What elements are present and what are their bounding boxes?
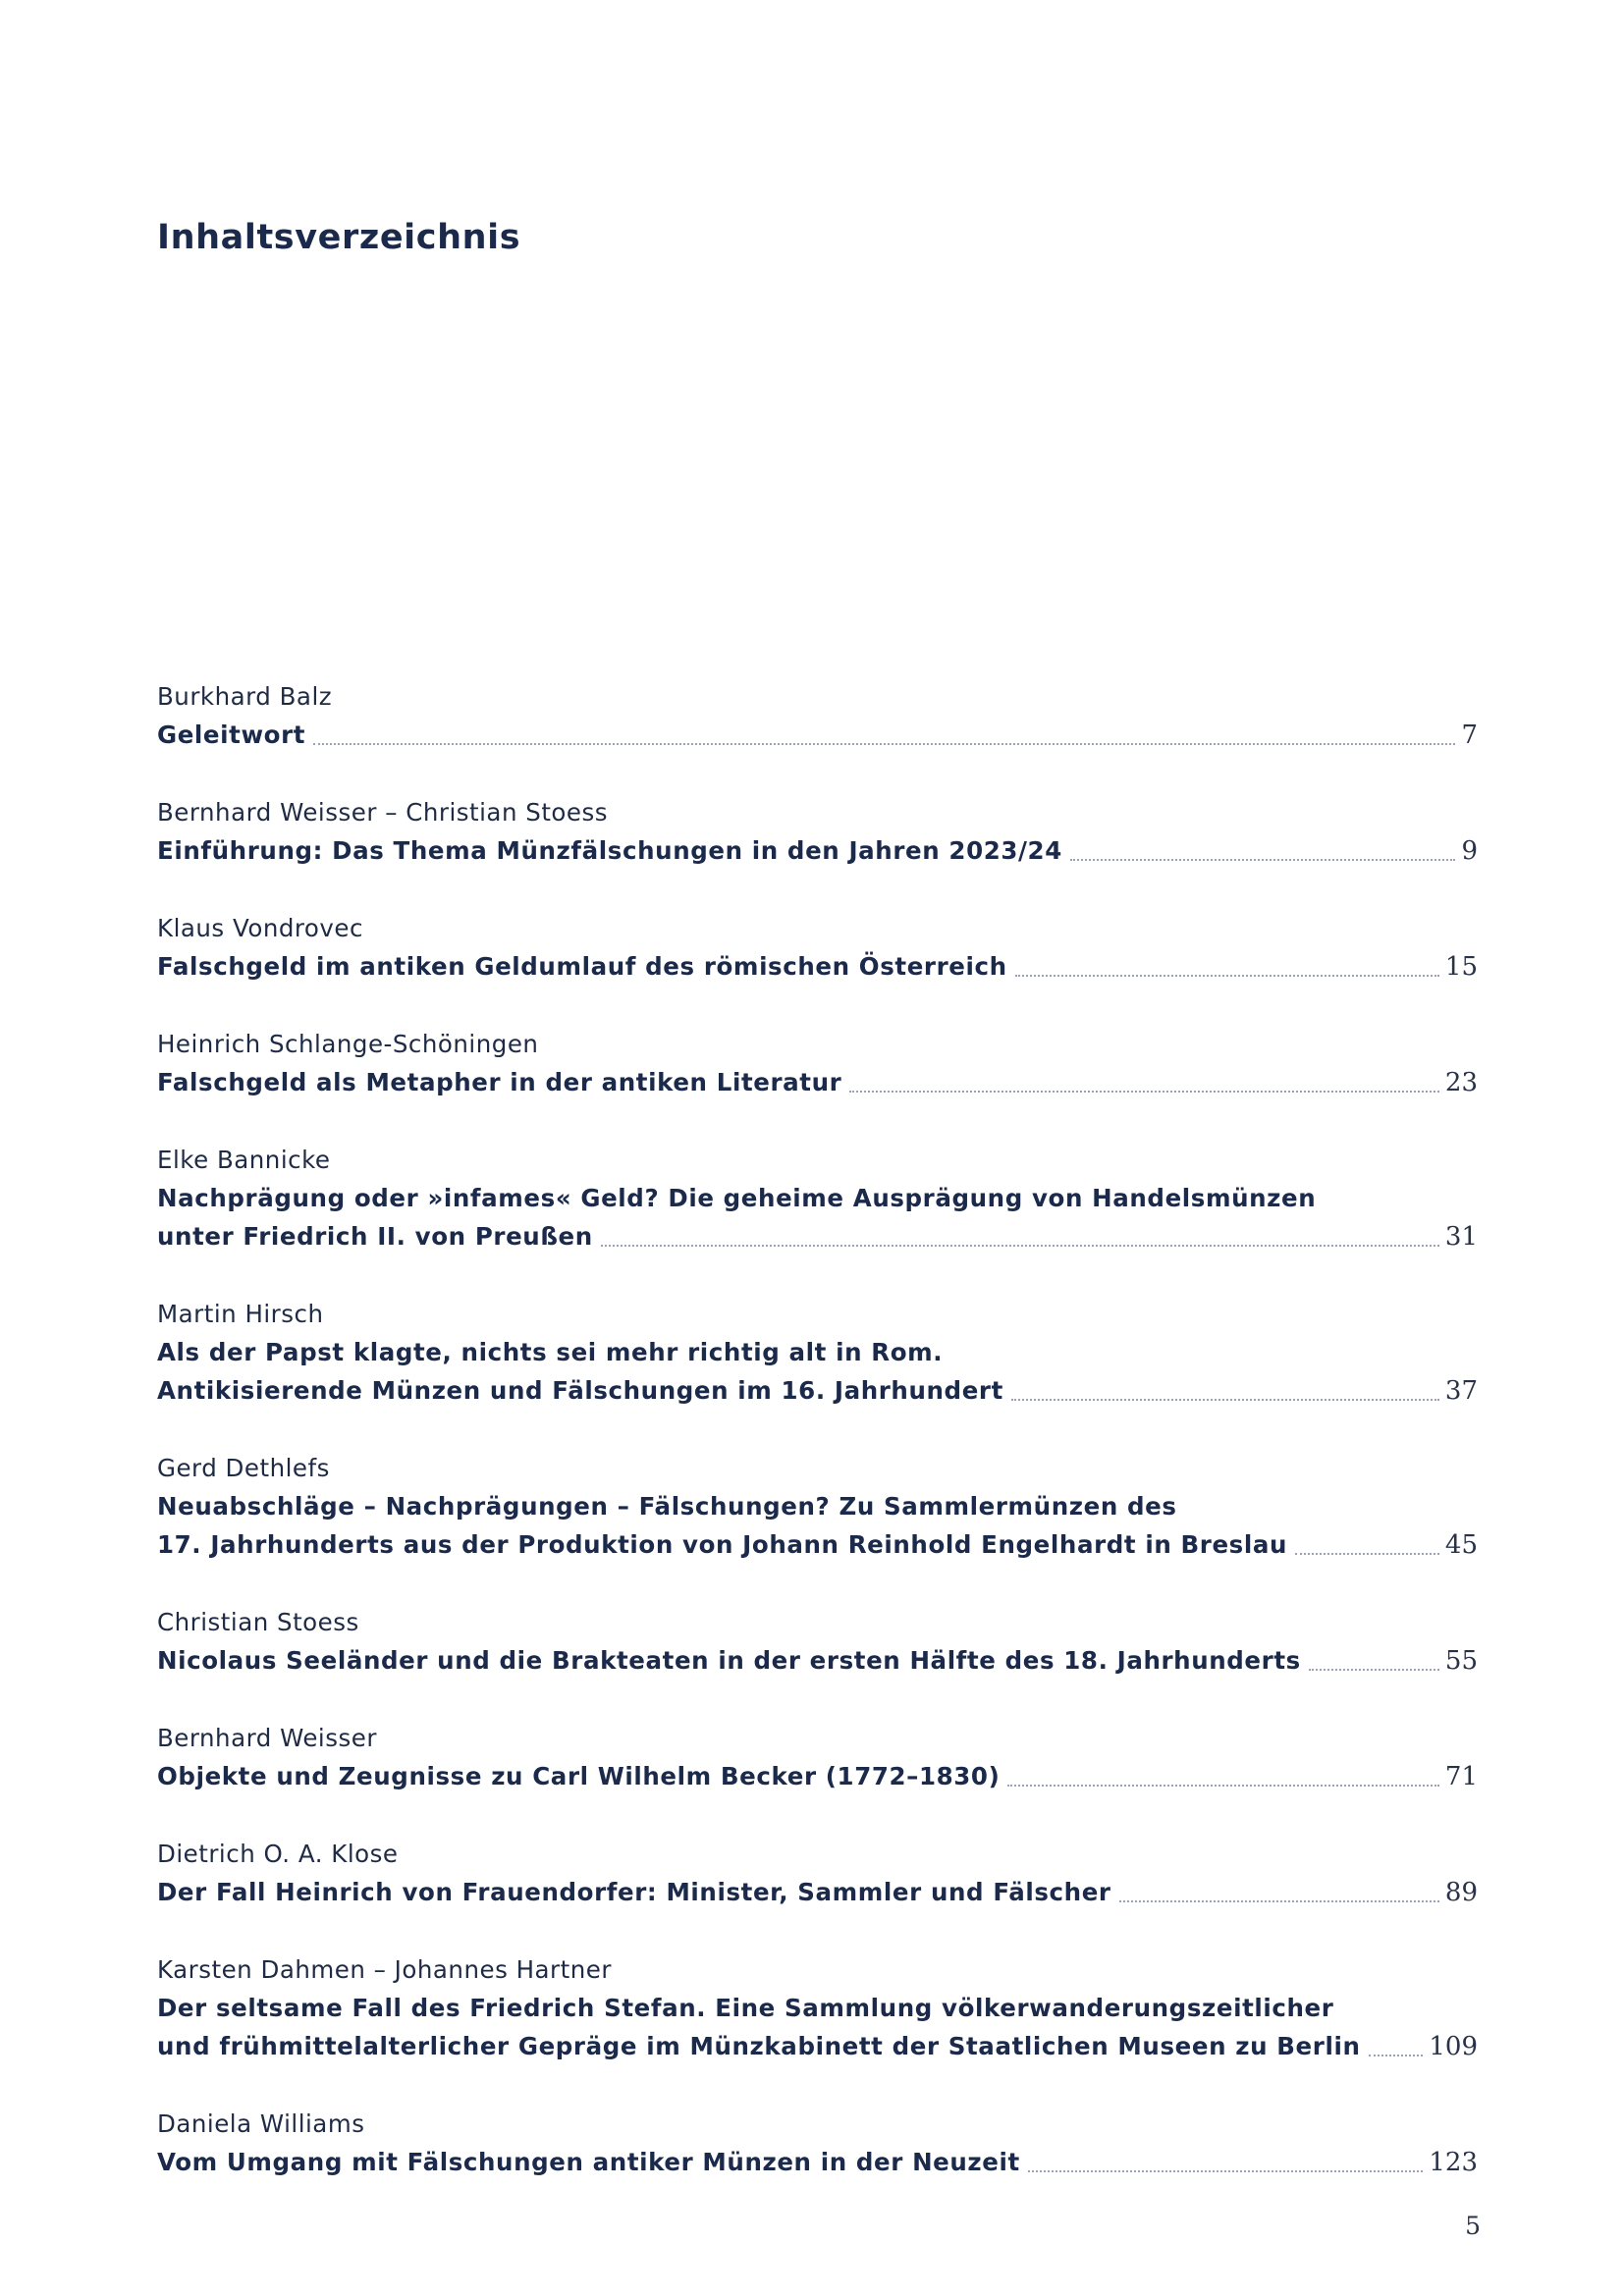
toc-author: Elke Bannicke	[157, 1146, 331, 1174]
toc-title[interactable]: Geleitwort	[157, 721, 306, 749]
toc-author: Martin Hirsch	[157, 1300, 324, 1328]
dot-leader	[1369, 2055, 1424, 2056]
toc-page-number[interactable]: 23	[1444, 1068, 1478, 1097]
toc-title-line	[157, 1217, 1478, 1255]
toc-title-line	[157, 1063, 1478, 1101]
toc-page-number[interactable]: 15	[1444, 952, 1478, 982]
toc-author: Daniela Williams	[157, 2109, 365, 2138]
toc-title[interactable]: Objekte und Zeugnisse zu Carl Wilhelm Becker (1772–1830)	[157, 1762, 1001, 1790]
toc-entry[interactable]	[157, 793, 1478, 870]
toc-title-line	[157, 2143, 1478, 2181]
toc-page-number[interactable]: 71	[1444, 1762, 1478, 1791]
toc-title[interactable]: Antikisierende Münzen und Fälschungen im 16. Jahrhundert	[157, 1376, 1003, 1405]
dot-leader	[1119, 1900, 1439, 1902]
page-title: Inhaltsverzeichnis	[157, 218, 521, 257]
dot-leader	[1011, 1399, 1439, 1401]
toc-title-line: Der seltsame Fall des Friedrich Stefan. Eine Sammlung völkerwanderungszeitlicher	[157, 1994, 1334, 2022]
dot-leader	[313, 743, 1455, 745]
toc-title-line: Als der Papst klagte, nichts sei mehr richtig alt in Rom.	[157, 1338, 944, 1366]
toc-title-line: Neuabschläge – Nachprägungen – Fälschungen? Zu Sammlermünzen des	[157, 1492, 1177, 1521]
toc-title[interactable]: Nicolaus Seeländer und die Brakteaten in der ersten Hälfte des 18. Jahrhunderts	[157, 1646, 1301, 1675]
toc-author: Karsten Dahmen – Johannes Hartner	[157, 1955, 612, 1984]
toc-entry[interactable]	[157, 1025, 1478, 1101]
toc-author: Christian Stoess	[157, 1608, 359, 1636]
dot-leader	[1015, 975, 1439, 977]
dot-leader	[849, 1091, 1439, 1093]
toc-entry[interactable]	[157, 1950, 1478, 2065]
toc-entry[interactable]	[157, 2105, 1478, 2181]
toc-entry[interactable]	[157, 1835, 1478, 1911]
dot-leader	[1028, 2170, 1424, 2172]
toc-title[interactable]: 17. Jahrhunderts aus der Produktion von Johann Reinhold Engelhardt in Breslau	[157, 1530, 1288, 1559]
toc-title[interactable]: Vom Umgang mit Fälschungen antiker Münzen in der Neuzeit	[157, 2148, 1020, 2176]
toc-title[interactable]: und frühmittelalterlicher Gepräge im Münzkabinett der Staatlichen Museen zu Berlin	[157, 2032, 1361, 2060]
toc-author: Klaus Vondrovec	[157, 914, 363, 942]
toc-page-number[interactable]: 37	[1444, 1376, 1478, 1406]
dot-leader	[1007, 1785, 1439, 1787]
dot-leader	[1309, 1669, 1439, 1671]
toc-title-line	[157, 1371, 1478, 1410]
toc-title-line: Nachprägung oder »infames« Geld? Die geheime Ausprägung von Handelsmünzen	[157, 1184, 1317, 1212]
toc-page-number[interactable]: 55	[1444, 1646, 1478, 1676]
toc-title-line	[157, 1873, 1478, 1911]
toc-entry[interactable]	[157, 1449, 1478, 1564]
dot-leader	[601, 1245, 1439, 1247]
dot-leader	[1295, 1553, 1439, 1555]
toc-title-line	[157, 2027, 1478, 2065]
toc-page-number[interactable]: 9	[1461, 836, 1478, 866]
toc-page-number[interactable]: 109	[1429, 2032, 1478, 2061]
toc-entry[interactable]	[157, 909, 1478, 986]
toc-title-line	[157, 1525, 1478, 1564]
toc-title-line	[157, 1757, 1478, 1795]
toc-entry[interactable]	[157, 1141, 1478, 1255]
toc-title-line	[157, 716, 1478, 754]
toc-author: Burkhard Balz	[157, 682, 333, 711]
toc-title-line	[157, 831, 1478, 870]
toc-page-number[interactable]: 45	[1444, 1530, 1478, 1560]
toc-author: Bernhard Weisser – Christian Stoess	[157, 798, 609, 827]
toc-entry[interactable]	[157, 1295, 1478, 1410]
toc-page-number[interactable]: 7	[1461, 721, 1478, 750]
toc-title-line	[157, 1641, 1478, 1680]
toc-title[interactable]: unter Friedrich II. von Preußen	[157, 1222, 593, 1251]
toc-title[interactable]: Einführung: Das Thema Münzfälschungen in den Jahren 2023/24	[157, 836, 1062, 865]
dot-leader	[1070, 859, 1456, 861]
toc-title[interactable]: Der Fall Heinrich von Frauendorfer: Minister, Sammler und Fälscher	[157, 1878, 1111, 1906]
toc-author: Dietrich O. A. Klose	[157, 1840, 399, 1868]
toc-entry[interactable]	[157, 1719, 1478, 1795]
toc-author: Bernhard Weisser	[157, 1724, 377, 1752]
toc-page-number[interactable]: 89	[1444, 1878, 1478, 1907]
toc-page-number[interactable]: 31	[1444, 1222, 1478, 1252]
toc-author: Gerd Dethlefs	[157, 1454, 330, 1482]
toc-entry[interactable]	[157, 677, 1478, 754]
toc-title-line	[157, 947, 1478, 986]
toc-author: Heinrich Schlange-Schöningen	[157, 1030, 539, 1058]
toc-title[interactable]: Falschgeld im antiken Geldumlauf des römischen Österreich	[157, 952, 1007, 981]
toc-entry[interactable]	[157, 1603, 1478, 1680]
toc-page-number[interactable]: 123	[1429, 2148, 1478, 2177]
page-number: 5	[1465, 2212, 1481, 2240]
toc-title[interactable]: Falschgeld als Metapher in der antiken Literatur	[157, 1068, 842, 1096]
